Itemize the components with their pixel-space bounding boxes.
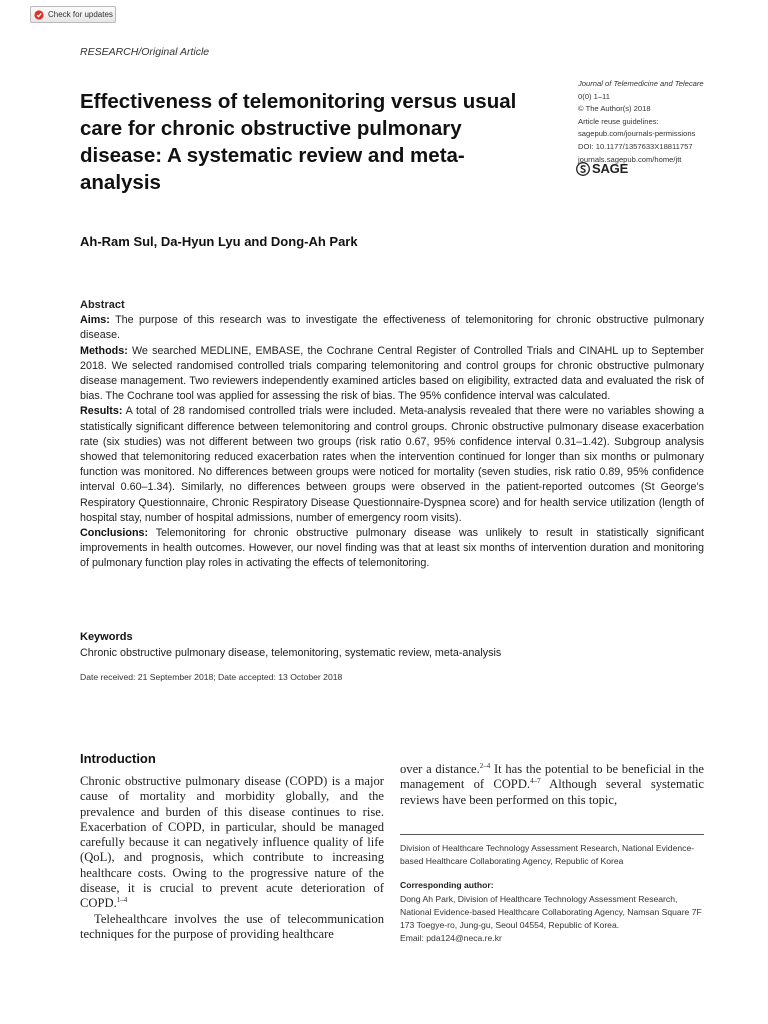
conclusions-text: Telemonitoring for chronic obstructive pulmonary disease was unlikely to result in statistically significant improvements in health outcomes. However, our novel finding was that at least six months of intervention duration and monitoring of pulmonary function play roles in activating the effects of telemonitoring. (80, 527, 704, 570)
author-affiliation: Division of Healthcare Technology Assessment Research, National Evidence-based Healthcare Collaborating Agency, Republic of Korea (400, 843, 695, 866)
introduction-heading: Introduction (80, 751, 156, 766)
abstract (80, 298, 704, 572)
copyright-notice: © The Author(s) 2018 (578, 104, 651, 114)
introduction-column-1 (80, 774, 384, 942)
doi-link[interactable]: DOI: 10.1177/1357633X18811757 (578, 141, 693, 151)
intro-col2-text-a: over a distance. (400, 762, 480, 776)
corresponding-author-details (400, 893, 710, 945)
journal-homepage-link[interactable]: journals.sagepub.com/home/jtt (578, 154, 682, 164)
corresponding-author-address: Dong Ah Park, Division of Healthcare Technology Assessment Research, National Evidence-based Healthcare Collaborating Agency, Namsan Square 7F 173 Toegye-ro, Jung-gu, Seoul 04554, Republic of Korea. (400, 894, 702, 930)
results-text: A total of 28 randomised controlled trials were included. Meta-analysis revealed that there were no variables showing a statistically significant difference between telemonitoring and control groups. Chronic obstructive pulmonary disease exacerbation rate (six studies) was not different between two groups (risk ratio 0.67, 95% confidence interval 0.31–1.42). Subgroup analysis showed that telemonitoring reduced exacerbation rates when the intervention continued for longer than six months or pulmonary function was monitored. No differences between groups were noticed for mortality (seven studies, risk ratio 0.89, 95% confidence interval 0.60–1.34). Similarly, no differences between groups were observed in the patient-reported outcomes (St George’s Respiratory Questionnaire, Chronic Respiratory Disease Questionnaire-Dyspnea score) and for health service utilization (length of hospital stay, number of hospital admissions, number of emergency room visits). (80, 405, 704, 524)
corresponding-author-heading: Corresponding author: (400, 880, 494, 890)
journal-issue: 0(0) 1–11 (578, 91, 610, 101)
crossmark-icon (34, 10, 44, 20)
article-title: Effectiveness of telemonitoring versus usual care for chronic obstructive pulmonary disease: A systematic review and meta-analysis (80, 90, 517, 194)
author-list: Ah-Ram Sul, Da-Hyun Lyu and Dong-Ah Park (80, 234, 358, 249)
journal-name: Journal of Telemedicine and Telecare (578, 79, 704, 88)
introduction-paragraph-1 (80, 774, 384, 912)
check-for-updates-button[interactable] (30, 6, 116, 23)
citation-ref[interactable]: 1–4 (116, 896, 128, 905)
affiliation-divider (400, 834, 704, 835)
citation-ref[interactable]: 4–7 (530, 777, 541, 786)
reuse-label: Article reuse guidelines: (578, 116, 659, 126)
abstract-methods (80, 344, 704, 405)
citation-ref[interactable]: 2–4 (479, 761, 491, 770)
introduction-column-2 (400, 762, 704, 808)
abstract-conclusions (80, 526, 704, 572)
sage-wordmark: SAGE (592, 161, 629, 176)
methods-label: Methods: (80, 344, 128, 357)
aims-text: The purpose of this research was to investigate the effectiveness of telemonitoring for chronic obstructive pulmonary disease. (80, 314, 704, 342)
intro-col2-text-b: It has the potential to be beneficial in the management of COPD. (400, 762, 704, 792)
sage-s-icon (576, 162, 590, 176)
abstract-results (80, 404, 704, 526)
received-accepted-dates: Date received: 21 September 2018; Date accepted: 13 October 2018 (80, 672, 343, 682)
sage-logo (576, 161, 628, 176)
keywords-heading: Keywords (80, 631, 133, 643)
keywords-list: Chronic obstructive pulmonary disease, telemonitoring, systematic review, meta-analysis (80, 647, 502, 659)
intro-col2-text-c: Although several systematic reviews have been performed on this topic, (400, 777, 704, 807)
results-label: Results: (80, 405, 123, 418)
introduction-paragraph-2: Telehealthcare involves the use of telecommunication techniques for the purpose of providing healthcare (80, 911, 384, 941)
intro-p1-text: Chronic obstructive pulmonary disease (COPD) is a major cause of mortality and morbidity globally, and the prevalence and burden of this disease continues to rise. Exacerbation of COPD, in particular, should be managed carefully because it can negatively influence quality of life (QoL), and prognosis, which contribute to increasing healthcare costs. Owing to the progressive nature of the disease, it is crucial to prevent acute deterioration of COPD. (80, 774, 384, 911)
article-section-label: RESEARCH/Original Article (80, 46, 210, 58)
aims-label: Aims: (80, 314, 110, 327)
abstract-aims (80, 313, 704, 343)
journal-meta (578, 78, 748, 166)
reuse-link[interactable]: sagepub.com/journals-permissions (578, 129, 696, 139)
check-for-updates-label: Check for updates (48, 10, 113, 19)
conclusions-label: Conclusions: (80, 527, 149, 540)
methods-text: We searched MEDLINE, EMBASE, the Cochrane Central Register of Controlled Trials and CINAHL up to September 2018. We selected randomised controlled trials comparing telemonitoring and control groups for chronic obstructive pulmonary disease management. Two reviewers independently examined articles based on eligibility, extracted data and evaluated the risk of bias. The Cochrane tool was applied for assessing the risk of bias. The 95% confidence interval was calculated. (80, 344, 704, 403)
corresponding-author-email[interactable]: Email: pda124@neca.re.kr (400, 933, 502, 943)
abstract-heading: Abstract (80, 299, 125, 311)
